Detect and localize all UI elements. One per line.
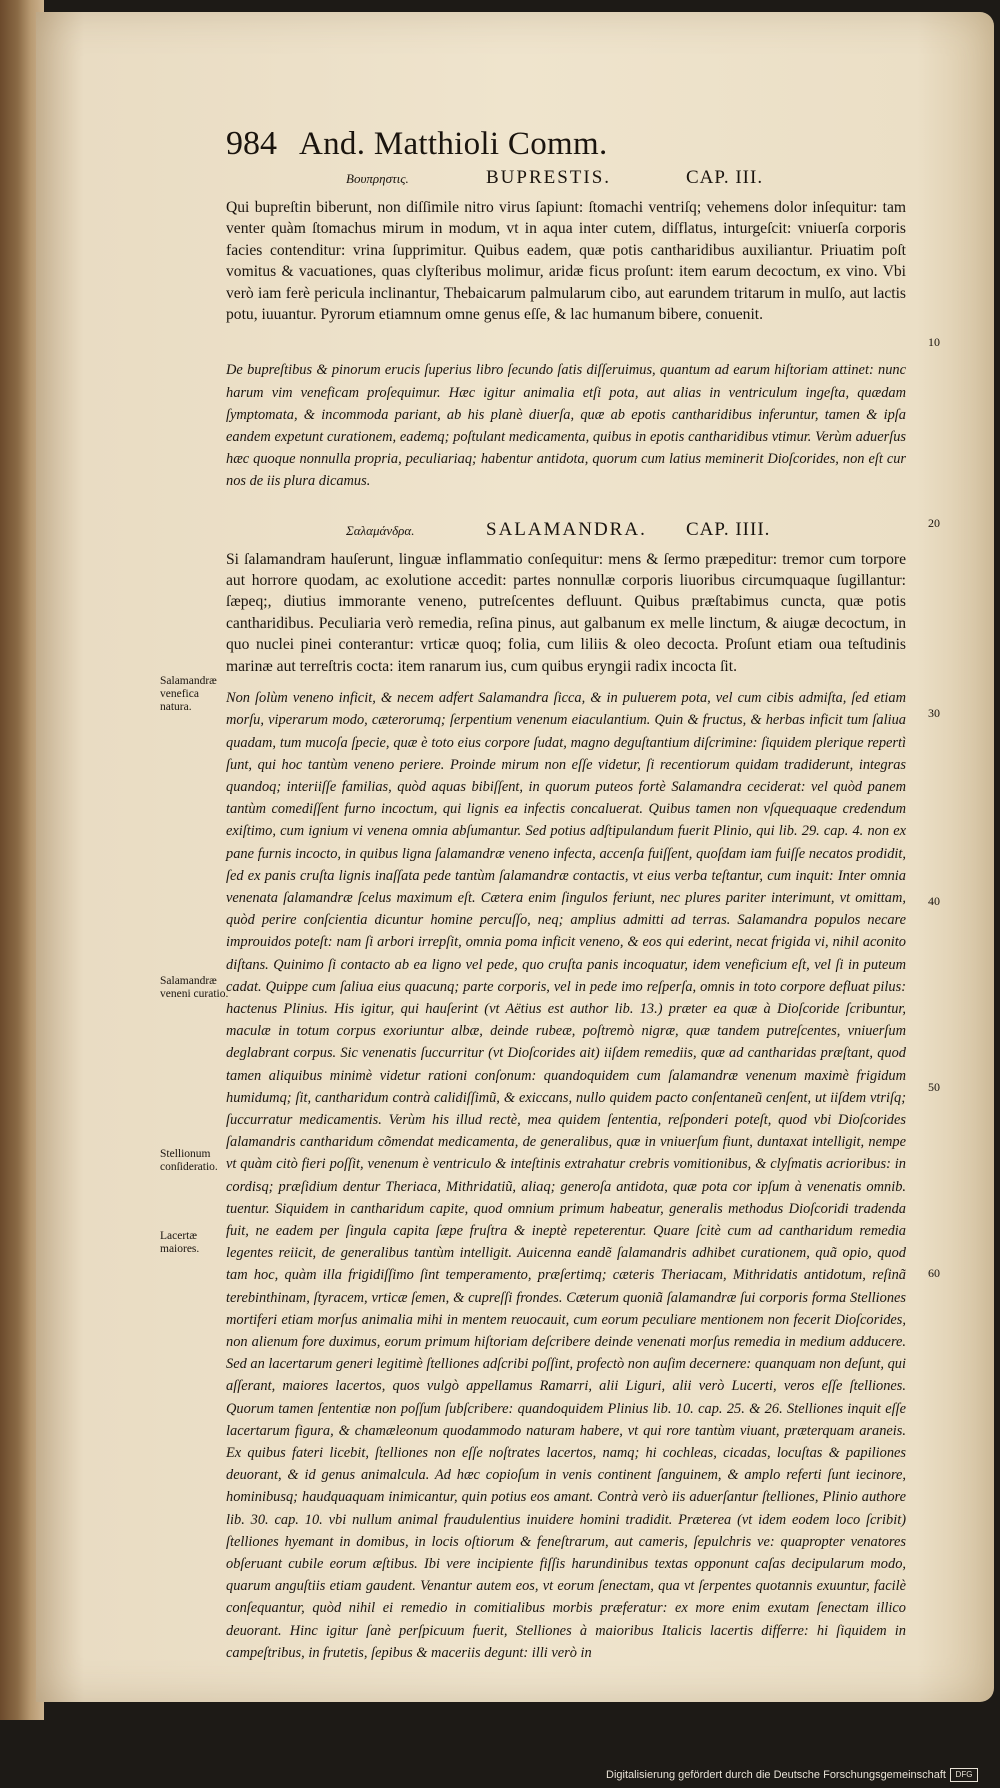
greek-title: Βουπρηστις. <box>346 171 409 186</box>
line-number: 10 <box>928 335 940 349</box>
line-number: 50 <box>928 1080 940 1094</box>
margin-note: Lacertæ maiores. <box>160 1230 200 1255</box>
chapter-title: SALAMANDRA. <box>486 518 647 540</box>
chapter-heading-buprestis <box>226 167 906 193</box>
margin-note: Salamandræ venefica natura. <box>160 675 217 713</box>
dioscorides-text-salamandra: Si ſalamandram hauſerunt, linguæ inflammatio conſequitur: mens & ſermo præpeditur: tremor cum torpore aut horrore quodam, ac exolutione accedit: partes nonnullæ corporis liuoribus circumquaque ſugillantur: ſæpeq;, diutius immorante veneno, putreſcentes defluunt. Quibus præſtabimus cuncta, quæ potis cantharidibus. Peculiaria verò remedia, reſina pinus, aut galbanum ex melle linctum, & aiugæ decoctum, in quo nuclei pinei conterantur: vrticæ quoq; folia, cum liliis & oleo decocta. Proſunt etiam oua teſtudinis marinæ aut terreſtris cocta: item ranarum ius, cum quibus eryngii radix incocta ſit. <box>226 550 906 675</box>
digitization-credit <box>606 1768 978 1782</box>
page-header <box>226 125 906 163</box>
credit-text: Digitalisierung gefördert durch die Deutsche Forschungsgemeinschaft <box>606 1769 946 1781</box>
running-head: And. Matthioli Comm. <box>299 126 608 162</box>
chapter-title: BUPRESTIS. <box>486 167 612 188</box>
line-number: 20 <box>928 516 940 530</box>
margin-note: Salamandræ veneni curatio. <box>160 975 229 1000</box>
line-number: 30 <box>928 706 940 720</box>
commentary-buprestis: De bupreſtibus & pinorum erucis ſuperius libro ſecundo ſatis diſſeruimus, quantum ad earum hiſtoriam attinet: nunc harum vim veneficam proſequimur. Hæc igitur animalia etſi pota, aut alias in ventriculum ingeſta, quædam ſymptomata, & incommoda pariant, ab his planè diuerſa, quæ ab epotis cantharidibus inferuntur, tamen & ipſa eandem expetunt curationem, eademq; poſtulant medicamenta, quibus in epotis cantharidibus vtimur. Verùm aduerſus hæc quoque nonnulla propria, peculiariaq; habentur antidota, quorum cum latius meminerit Dioſcorides, non eſt cur nos de iis plura dicamus. <box>226 362 906 490</box>
chapter-number: CAP. IIII. <box>686 518 771 540</box>
page-number: 984 <box>226 125 277 162</box>
page-content <box>226 125 906 1664</box>
line-number: 40 <box>928 894 940 908</box>
chapter-number: CAP. III. <box>686 167 764 188</box>
dioscorides-text-buprestis: Qui bupreſtin biberunt, non diſſimile nitro virus ſapiunt: ſtomachi ventriſq; vehemens dolor inſequitur: tam venter quàm ſtomachus mirum in modum, vt in aqua inter cutem, diſflatus, inturgeſcit: vniuerſa corporis facies contenditur: vrina ſupprimitur. Quibus eadem, quæ potis cantharidibus auxiliantur. Priuatim poſt vomitus & vacuationes, quas clyſteribus molimur, aridæ ficus proſunt: item earum decoctum, ex vino. Vbi verò iam ferè pericula inclinantur, Thebaicarum palmularum cibo, aut earundem tritarum in mulſo, aut lactis potu, iuuantur. Pyrorum etiamnum omne genus eſſe, & lac humanum bibere, conuenit. <box>226 199 906 324</box>
margin-note: Stellionum conſideratio. <box>160 1148 218 1173</box>
dfg-logo: DFG <box>950 1768 978 1782</box>
commentary-salamandra: Non ſolùm veneno inficit, & necem adfert Salamandra ſicca, & in puluerem pota, vel cum cibis admiſta, ſed etiam morſu, viperarum modo, cæterorumq; ſerpentium venenum eiaculantium. Quin & fructus, & herbas inficit tum ſaliua quadam, tum mucoſa ſpecie, quæ è toto eius corpore ſudat, magno deguſtantium diſcrimine: ſiquidem plerique repertì ſunt, qui hoc tantùm veneno periere. Proinde mirum non eſſe videtur, ſi recentiorum quidam tradiderunt, integras quandoq; interiiſſe familias, quòd aquas bibiſſent, in quorum puteos fortè Salamandra ceciderat: vel quòd panem tantùm comediſſent furno incoctum, qui lignis ea infectis concaluerat. Quibus tamen non vſquequaque credendum exiſtimo, cum ignium vi venena omnia abſumantur. Sed potius adſtipulandum fuerit Plinio, qui lib. 29. cap. 4. non ex pane furnis incocto, in quibus ligna ſalamandræ veneno infecta, accenſa fuiſſent, quoſdam iam fuiſſe necatos prodidit, ſed ex panis cruſta lignis inaſſata pede tantùm ſalamandræ contactis, vt eius verba teſtantur, cum inquit: Inter omnia venenata ſalamandræ ſcelus maximum eſt. Cætera enim ſingulos feriunt, nec plures pariter interimunt, vt omittam, quòd perire conſcientia dicuntur homine percuſſo, neq; amplius admitti ad terras. Salamandra populos necare improuidos poteſt: nam ſi arbori irrepſit, omnia poma inficit veneno, & eos qui ederint, necat frigida vi, nihil aconito diſtans. Quinimo ſi contacto ab ea ligno vel pede, quo cruſta panis incoquatur, idem veneficium eſt, vel ſi in puteum cadat. Quippe cum ſaliua eius quacunq; parte corporis, vel in pede imo reſperſa, omnis in toto corpore defluat pilus: hactenus Plinius. His igitur, qui hauſerint (vt Aëtius est author lib. 13.) præter ea quæ à Dioſcoride ſcribuntur, maculæ in totum corpus exoriuntur albæ, deinde rubeæ, poſtremò nigræ, quæ tandem putreſcentes, vniuerſum deglabrant corpus. Sic venenatis ſuccurritur (vt Dioſcorides ait) iiſdem remediis, quæ ad cantharidas præſtant, quod tamen aliquibus minimè videtur rationi conſonum: quandoquidem cum ſalamandræ venenum maximè frigidum humidumq; ſit, cantharidum contrà calidiſſimũ, & exiccans, nullo quidem pacto conſentaneũ cenſent, ut iiſdem vtriſq; ſuccurratur medicamentis. Verùm his illud rectè, mea quidem ſententia, reſponderi poteſt, quod vbi Dioſcorides ſalamandris cantharidum cõmendat medicamenta, de generalibus, quæ in vniuerſum fiunt, duntaxat intelligit, nempe vt quàm citò fieri poſſit, venenum è ventriculo & inteſtinis extrahatur crebris vomitionibus, & clyſmatis acrioribus: in cordisq; præſidium dentur Theriaca, Mithridatiũ, aliaq; generoſa antidota, quæ pota cor ipſum à venenatis omnib. tuentur. Siquidem in cantharidum capite, quod omnium primum habeatur, generalis methodus Dioſcoridi tradenda fuit, ne eadem per ſingula capita ſæpe fruſtra & ineptè repeterentur. Quare ſcitè cum ad cantharidum remedia legentes reiicit, de generalibus tantùm intelligit. Auicenna eandẽ ſalamandris adhibet curationem, quã opio, quod tam hoc, quàm illa frigidiſſimo ſint temperamento, præſertimq; cæteris Theriacam, Mithridatis antidotum, reſinã terebinthinam, ſtyracem, vrticæ ſemen, & cupreſſi frondes. Cæterum quoniã ſalamandræ ſui corporis forma Stelliones mortiferi etiam morſus animalia mihi in mentem reuocauit, cum eorum peculiare mentionem non fecerit Dioſcorides, non alienum fore duximus, eorum primum hiſtoriam deſcribere deinde venenati morſus remedia in medium adducere. Sed an lacertarum generi legitimè ſtelliones adſcribi poſſint, profectò non auſim decernere: quanquam non deſunt, qui aſſerant, maiores lacertos, quos vulgò appellamus Ramarri, alii Liguri, alii verò Lucerti, veros eſſe ſtelliones. Quorum tamen ſententiæ non poſſum ſubſcribere: quandoquidem Plinius lib. 10. cap. 25. & 26. Stelliones inquit eſſe lacertarum figura, & chamæleonum quodammodo naturam habere, vt qui rore tantùm viuant, præterquam araneis. Ex quibus fateri licebit, ſtelliones non eſſe noſtrates lacertos, namq; hi cochleas, cicadas, locuſtas & papiliones deuorant, & id genus animalcula. Ad hæc copioſum in venis continent ſanguinem, & amplo referti ſunt iecinore, hominibusq; haudquaquam inimicantur, quin potius eos amant. Contrà verò iis aduerſantur ſtelliones, Plinio authore lib. 30. cap. 10. vbi nullum animal fraudulentius inuidere homini tradidit. Præterea (vt idem eodem loco ſcribit) ſtelliones hyemant in domibus, in locis oſtiorum & feneſtrarum, aut cameris, ſepulchris ve: quapropter venatores obſeruant cubile eorum æſtibus. Ibi vere incipiente fiſſis harundinibus textas opponunt caſas decipularum modo, quarum anguſtiis etiam gaudent. Venantur autem eos, vt eorum ſenectam, qua vt ſerpentes quotannis exuuntur, facilè conſequantur, quòd nihil ei remedio in comitialibus morbis præferatur: ex more enim exutam ſenectam illico deuorant. Hinc igitur ſanè perſpicuum fuerit, Stelliones à maioribus Italicis lacertis differre: hi ſiquidem in campeſtribus, in frutetis, ſepibus & maceriis degunt: illi verò in <box>226 690 906 1661</box>
chapter-heading-salamandra <box>226 519 906 545</box>
line-number: 60 <box>928 1266 940 1280</box>
greek-title: Σαλαμάνδρα. <box>346 522 415 538</box>
